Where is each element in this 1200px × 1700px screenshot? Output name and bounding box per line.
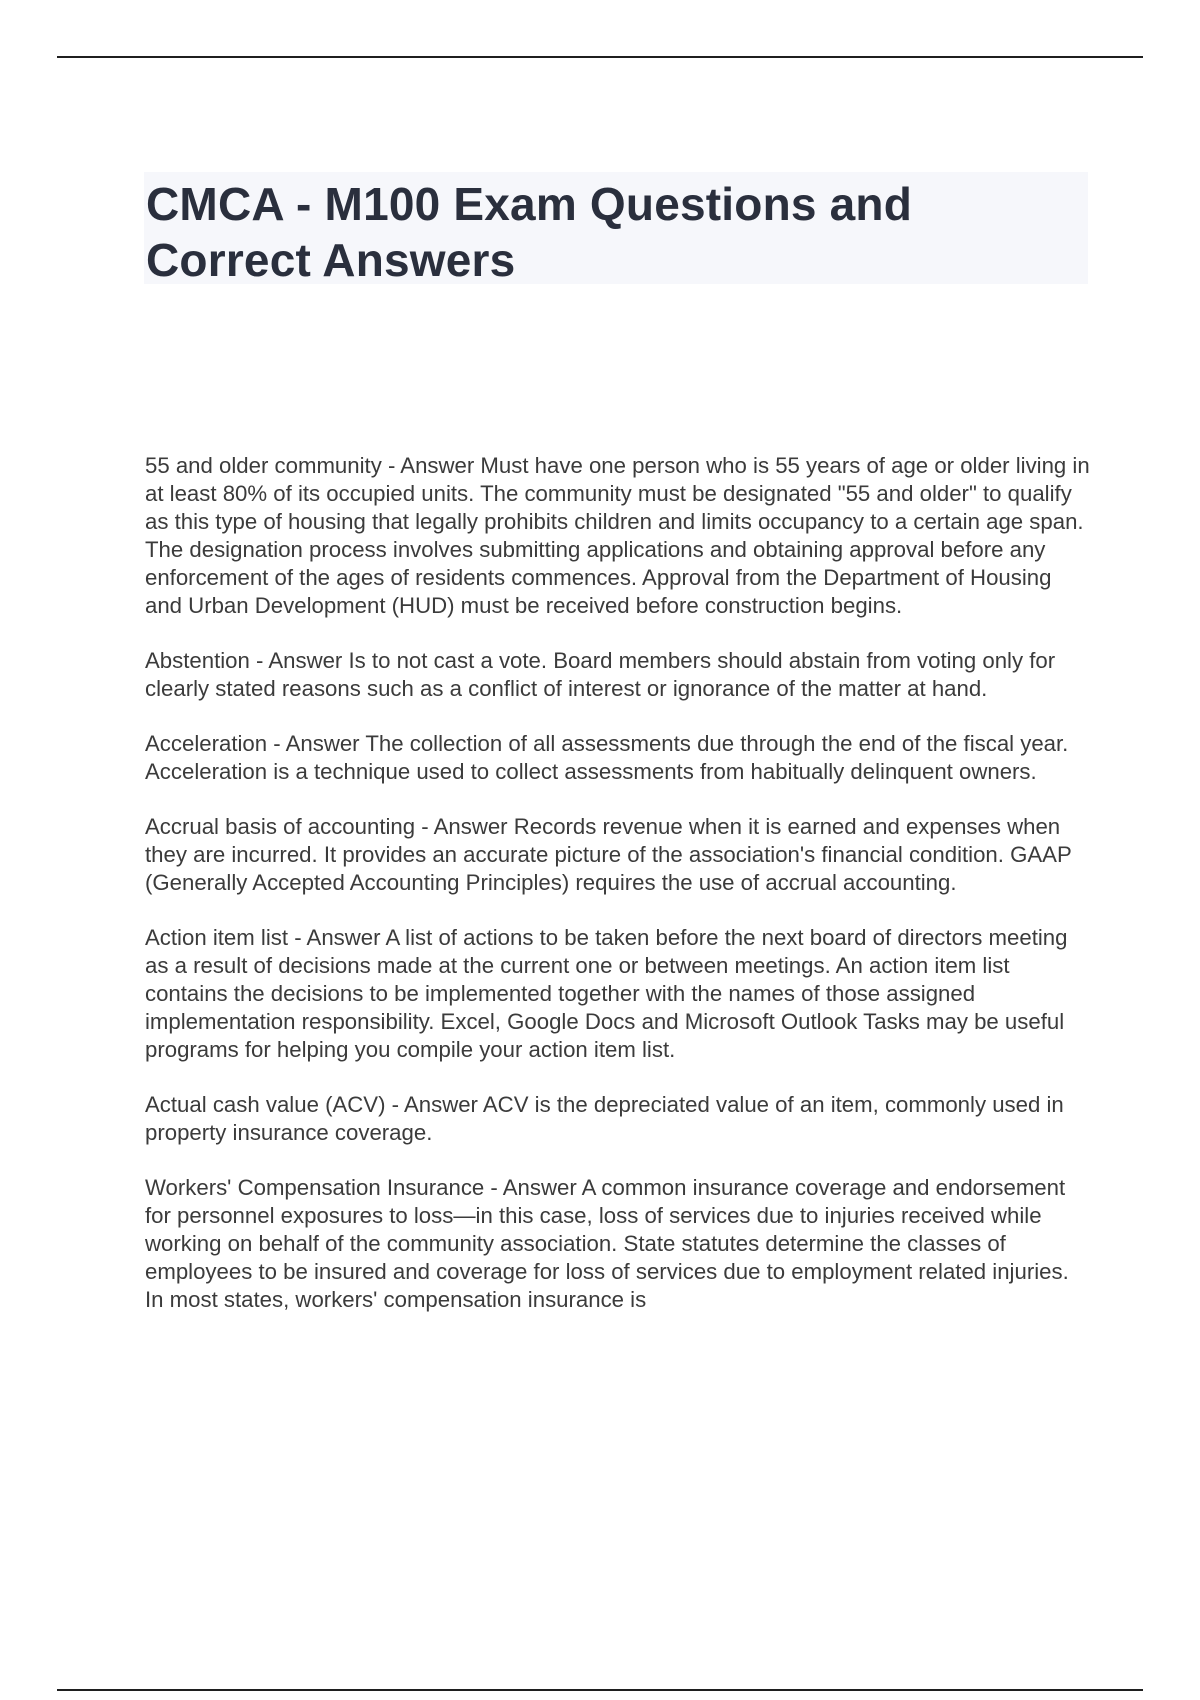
- entry-list: [145, 452, 1090, 1341]
- entry-abstention: Abstention - Answer Is to not cast a vote. Board members should abstain from voting only for clearly stated reasons such as a conflict of interest or ignorance of the matter at hand.: [145, 648, 1056, 701]
- title-banner: [144, 172, 1088, 284]
- entry-actual-cash-value: Actual cash value (ACV) - Answer ACV is the depreciated value of an item, commonly used in property insurance coverage.: [145, 1092, 1064, 1145]
- bottom-rule: [57, 1689, 1143, 1691]
- top-rule: [57, 56, 1143, 58]
- entry-acceleration: Acceleration - Answer The collection of all assessments due through the end of the fiscal year. Acceleration is a technique used to collect assessments from habitually delinquent owners.: [145, 731, 1069, 784]
- entry-workers-compensation-insurance: Workers' Compensation Insurance - Answer A common insurance coverage and endorsement for personnel exposures to loss—in this case, loss of services due to injuries received while working on behalf of the community association. State statutes determine the classes of employees to be insured and coverage for loss of services due to employment related injuries. In most states, workers' compensation insurance is: [145, 1175, 1069, 1312]
- entry-action-item-list: Action item list - Answer A list of actions to be taken before the next board of directors meeting as a result of decisions made at the current one or between meetings. An action item list contains the decisions to be implemented together with the names of those assigned implementation responsibility. Excel, Google Docs and Microsoft Outlook Tasks may be useful programs for helping you compile your action item list.: [145, 925, 1068, 1062]
- entry-accrual-basis-of-accounting: Accrual basis of accounting - Answer Records revenue when it is earned and expenses when they are incurred. It provides an accurate picture of the association's financial condition. GAAP (Generally Accepted Accounting Principles) requires the use of accrual accounting.: [145, 814, 1072, 895]
- page-title: CMCA - M100 Exam Questions and Correct Answers: [146, 178, 913, 286]
- entry-55-and-older-community: 55 and older community - Answer Must have one person who is 55 years of age or older living in at least 80% of its occupied units. The community must be designated "55 and older" to qualify as this type of housing that legally prohibits children and limits occupancy to a certain age span. The designation process involves submitting applications and obtaining approval before any enforcement of the ages of residents commences. Approval from the Department of Housing and Urban Development (HUD) must be received before construction begins.: [145, 453, 1090, 618]
